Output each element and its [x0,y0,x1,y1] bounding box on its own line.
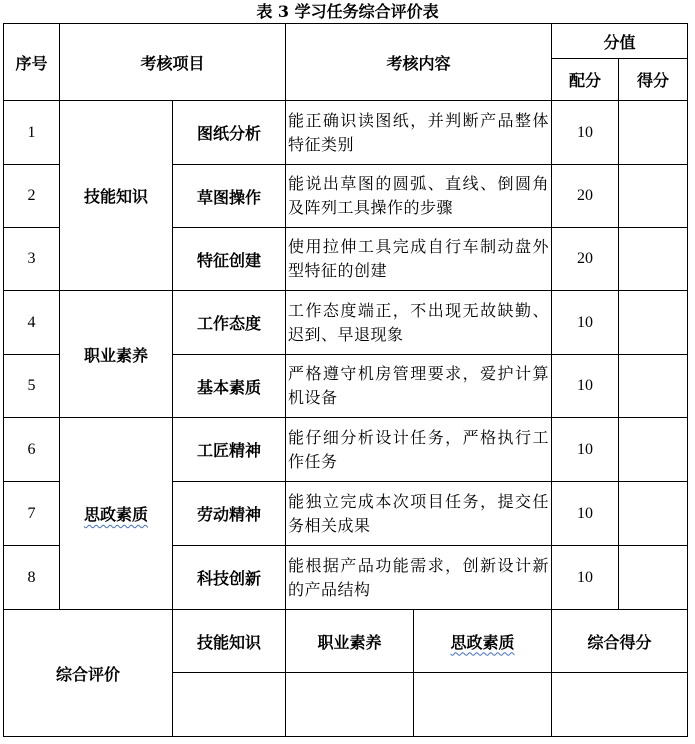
row-3-got [618,227,688,291]
row-5-got [618,354,688,418]
row-1-sub: 图纸分析 [172,100,286,165]
row-7-sub: 劳动精神 [172,481,286,546]
summary-skill-value [172,672,286,737]
summary-skill-header: 技能知识 [172,609,286,673]
header-seq: 序号 [3,23,60,101]
header-got: 得分 [618,58,688,101]
row-1-content: 能正确识读图纸，并判断产品整体特征类别 [285,100,552,165]
header-score: 分值 [551,23,688,59]
row-3-no: 3 [3,227,60,291]
row-7-got [618,481,688,546]
row-7-content: 能独立完成本次项目任务，提交任务相关成果 [285,481,552,546]
row-5-sub: 基本素质 [172,354,286,418]
row-2-no: 2 [3,164,60,228]
summary-ideology-label: 思政素质 [450,632,515,652]
row-5-no: 5 [3,354,60,418]
summary-professional-header: 职业素养 [285,609,414,673]
row-2-points: 20 [551,164,619,228]
row-6-got [618,417,688,482]
row-3-content: 使用拉伸工具完成自行车制动盘外型特征的创建 [285,227,552,291]
group-ideology [59,417,173,610]
summary-professional-value [285,672,414,737]
header-points: 配分 [551,58,619,101]
row-4-got [618,290,688,355]
header-item: 考核项目 [59,23,286,101]
summary-ideology-value [413,672,552,737]
row-8-points: 10 [551,545,619,610]
evaluation-table [4,24,689,738]
row-4-content: 工作态度端正，不出现无故缺勤、迟到、早退现象 [285,290,552,355]
group-skill: 技能知识 [59,100,173,291]
row-4-points: 10 [551,290,619,355]
summary-ideology-header [413,609,552,673]
row-7-no: 7 [3,481,60,546]
row-6-sub: 工匠精神 [172,417,286,482]
group-professional: 职业素养 [59,290,173,418]
row-1-got [618,100,688,165]
table-caption: 表 3 学习任务综合评价表 [256,2,439,21]
row-3-points: 20 [551,227,619,291]
row-2-got [618,164,688,228]
row-4-no: 4 [3,290,60,355]
header-content: 考核内容 [285,23,552,101]
row-1-points: 10 [551,100,619,165]
row-8-sub: 科技创新 [172,545,286,610]
row-4-sub: 工作态度 [172,290,286,355]
row-2-content: 能说出草图的圆弧、直线、倒圆角及阵列工具操作的步骤 [285,164,552,228]
row-1-no: 1 [3,100,60,165]
row-3-sub: 特征创建 [172,227,286,291]
row-8-no: 8 [3,545,60,610]
row-5-points: 10 [551,354,619,418]
row-8-got [618,545,688,610]
row-6-points: 10 [551,417,619,482]
group-ideology-label: 思政素质 [83,505,148,524]
row-6-no: 6 [3,417,60,482]
summary-total-header: 综合得分 [551,609,688,673]
row-8-content: 能根据产品功能需求，创新设计新的产品结构 [285,545,552,610]
summary-label: 综合评价 [3,609,173,737]
row-7-points: 10 [551,481,619,546]
summary-total-value [551,672,688,737]
row-6-content: 能仔细分析设计任务，严格执行工作任务 [285,417,552,482]
row-5-content: 严格遵守机房管理要求，爱护计算机设备 [285,354,552,418]
row-2-sub: 草图操作 [172,164,286,228]
